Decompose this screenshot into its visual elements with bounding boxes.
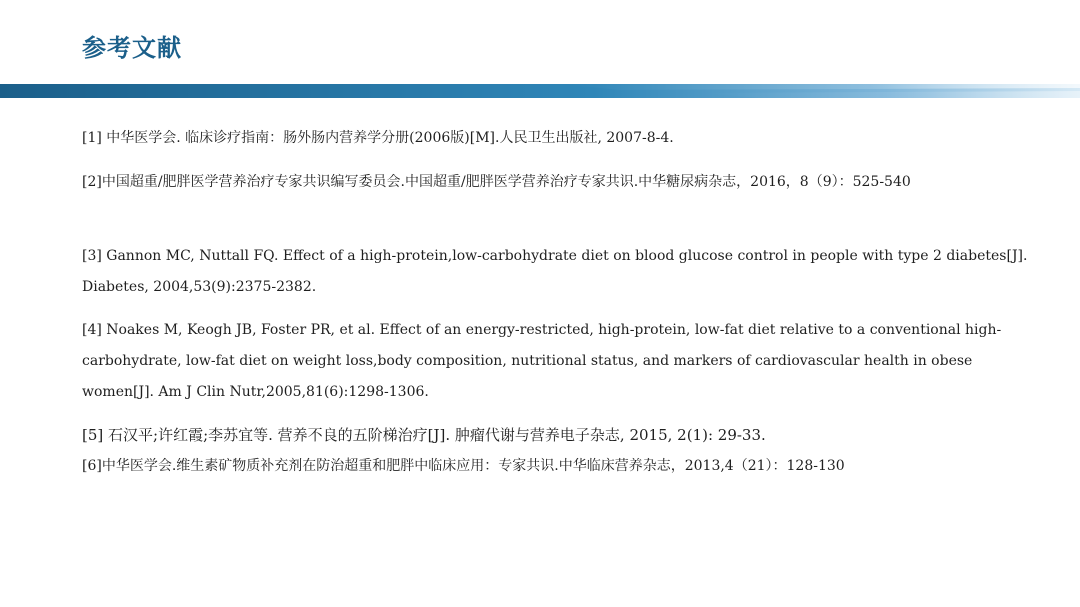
- reference-item-2: [2]中国超重/肥胖医学营养治疗专家共识编写委员会.中国超重/肥胖医学营养治疗专家共识.中华糖尿病杂志，2016，8（9）：525-540: [82, 174, 911, 190]
- header-divider-band: [0, 84, 1080, 98]
- reference-item-5: [5] 石汉平;许红霞;李苏宜等. 营养不良的五阶梯治疗[J]. 肿瘤代谢与营养电子杂志, 2015, 2(1): 29-33.: [82, 426, 766, 444]
- page-title: 参考文献: [82, 34, 182, 62]
- reference-item-6: [6]中华医学会.维生素矿物质补充剂在防治超重和肥胖中临床应用：专家共识.中华临床营养杂志，2013,4（21）：128-130: [82, 458, 845, 474]
- reference-item-4: [4] Noakes M, Keogh JB, Foster PR, et al. Effect of an energy-restricted, high-protein, low-fat diet relative to a conventional high-carbohydrate, low-fat diet on weight loss,body composition, nutritional status, and markers of cardiovascular health in obese women[J]. Am J Clin Nutr,2005,81(6):1298-1306.: [82, 322, 1002, 400]
- reference-item-3: [3] Gannon MC, Nuttall FQ. Effect of a high-protein,low-carbohydrate diet on blood glucose control in people with type 2 diabetes[J]. Diabetes, 2004,53(9):2375-2382.: [82, 248, 1028, 295]
- reference-item-1: [1] 中华医学会. 临床诊疗指南：肠外肠内营养学分册(2006版)[M].人民卫生出版社, 2007-8-4.: [82, 130, 674, 146]
